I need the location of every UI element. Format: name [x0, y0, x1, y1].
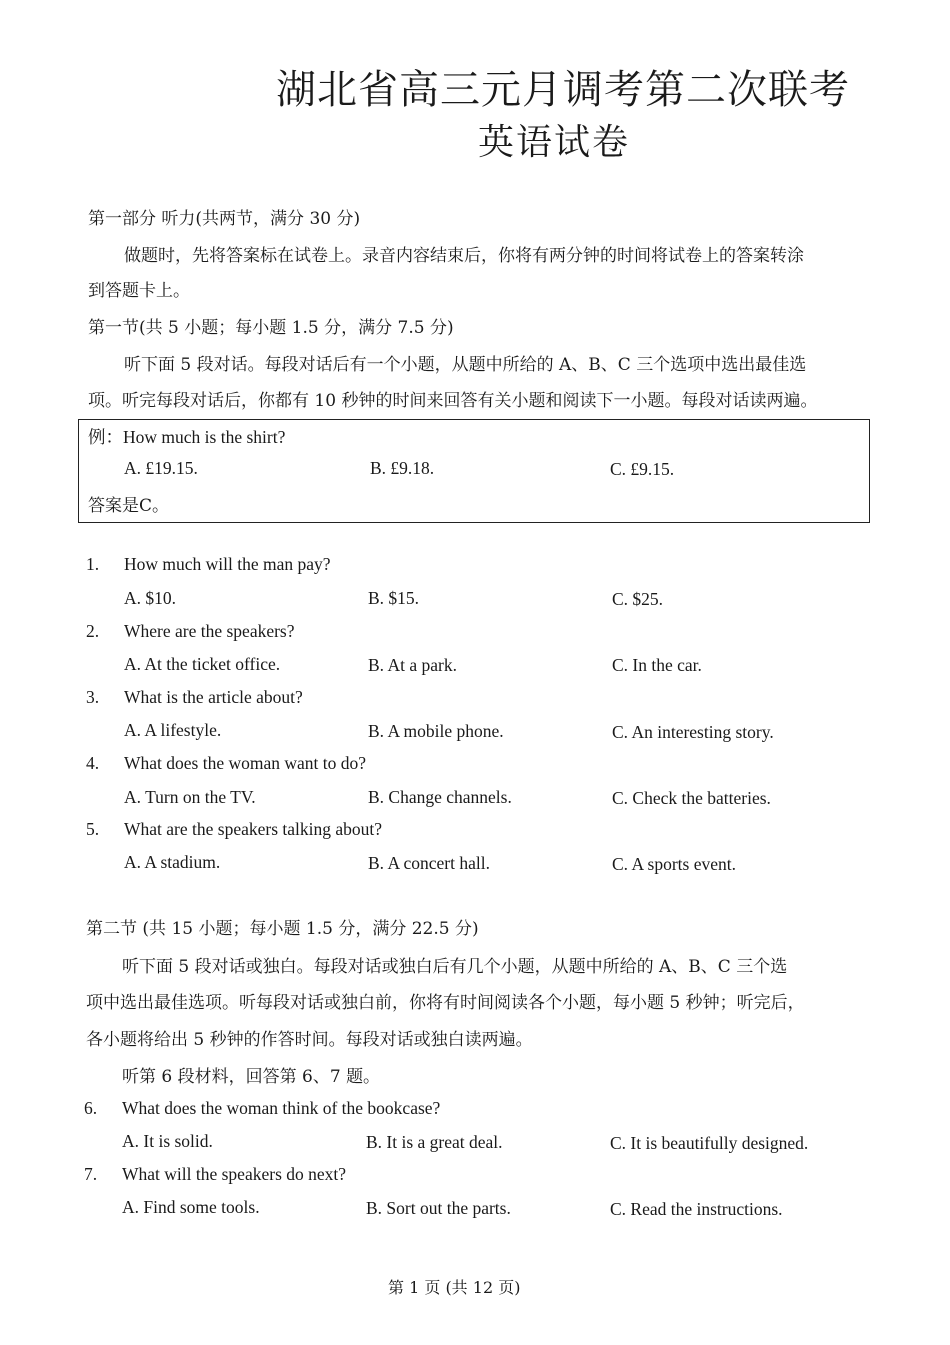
option-b: B. At a park.: [368, 655, 457, 675]
option-c: C. A sports event.: [612, 854, 736, 874]
option-b: B. $15.: [368, 588, 420, 608]
question-number: 1.: [86, 554, 100, 574]
question-number: 4.: [86, 753, 100, 773]
section2-instructions-line1: 听下面 5 段对话或独白。每段对话或独白后有几个小题，从题中所给的 A、B、C 三个选: [122, 957, 788, 977]
question-number: 6.: [84, 1098, 98, 1118]
question-number: 2.: [86, 621, 100, 641]
option-b: B. A mobile phone.: [368, 721, 504, 741]
option-a: A. It is solid.: [122, 1131, 213, 1151]
example-question: 例：How much is the shirt?: [88, 427, 286, 447]
option-a: A. Find some tools.: [122, 1197, 260, 1217]
part1-instructions-line1: 做题时，先将答案标在试卷上。录音内容结束后，你将有两分钟的时间将试卷上的答案转涂: [124, 246, 804, 266]
option-a: A. Turn on the TV.: [124, 787, 256, 807]
section1-heading: 第一节(共 5 小题；每小题 1.5 分，满分 7.5 分): [88, 318, 454, 338]
example-option-b: B. £9.18.: [370, 458, 435, 478]
option-b: B. It is a great deal.: [366, 1132, 503, 1152]
section2-instructions-line2: 项中选出最佳选项。听每段对话或独白前，你将有时间阅读各个小题，每小题 5 秒钟；听完后，: [86, 993, 805, 1013]
question-number: 3.: [86, 687, 100, 707]
option-c: C. An interesting story.: [612, 722, 774, 742]
example-option-c: C. £9.15.: [610, 459, 675, 479]
option-a: A. At the ticket office.: [124, 654, 281, 674]
example-answer: 答案是C。: [88, 496, 170, 516]
question-text: What is the article about?: [124, 687, 303, 707]
option-c: C. $25.: [612, 589, 664, 609]
question-number: 5.: [86, 819, 100, 839]
exam-subtitle: 英语试卷: [478, 122, 631, 163]
option-b: B. A concert hall.: [368, 853, 490, 873]
part1-heading: 第一部分 听力(共两节，满分 30 分): [88, 209, 361, 229]
option-c: C. In the car.: [612, 655, 702, 675]
question-text: How much will the man pay?: [124, 554, 331, 574]
question-text: What does the woman think of the bookcase?: [122, 1098, 441, 1118]
option-c: C. Read the instructions.: [610, 1199, 783, 1219]
section1-instructions-line2: 项。听完每段对话后，你都有 10 秒钟的时间来回答有关小题和阅读下一小题。每段对话读两遍。: [88, 391, 818, 411]
question-text: What does the woman want to do?: [124, 753, 367, 773]
option-c: C. It is beautifully designed.: [610, 1133, 809, 1153]
section2-instructions-line3: 各小题将给出 5 秒钟的作答时间。每段对话或独白读两遍。: [86, 1030, 533, 1050]
option-b: B. Sort out the parts.: [366, 1198, 511, 1218]
material-6-instruction: 听第 6 段材料，回答第 6、7 题。: [122, 1067, 381, 1087]
option-b: B. Change channels.: [368, 787, 512, 807]
question-number: 7.: [84, 1164, 98, 1184]
option-c: C. Check the batteries.: [612, 788, 771, 808]
option-a: A. A lifestyle.: [124, 720, 222, 740]
section1-instructions-line1: 听下面 5 段对话。每段对话后有一个小题，从题中所给的 A、B、C 三个选项中选出最佳选: [124, 355, 807, 375]
option-a: A. $10.: [124, 588, 177, 608]
section2-heading: 第二节 (共 15 小题；每小题 1.5 分，满分 22.5 分): [86, 919, 479, 939]
option-a: A. A stadium.: [124, 852, 221, 872]
page-number: 第 1 页 (共 12 页): [388, 1278, 521, 1297]
exam-title: 湖北省高三元月调考第二次联考: [276, 67, 850, 113]
question-text: What are the speakers talking about?: [124, 819, 383, 839]
question-text: Where are the speakers?: [124, 621, 295, 641]
question-text: What will the speakers do next?: [122, 1164, 347, 1184]
part1-instructions-line2: 到答题卡上。: [88, 281, 190, 301]
example-option-a: A. £19.15.: [124, 458, 198, 478]
